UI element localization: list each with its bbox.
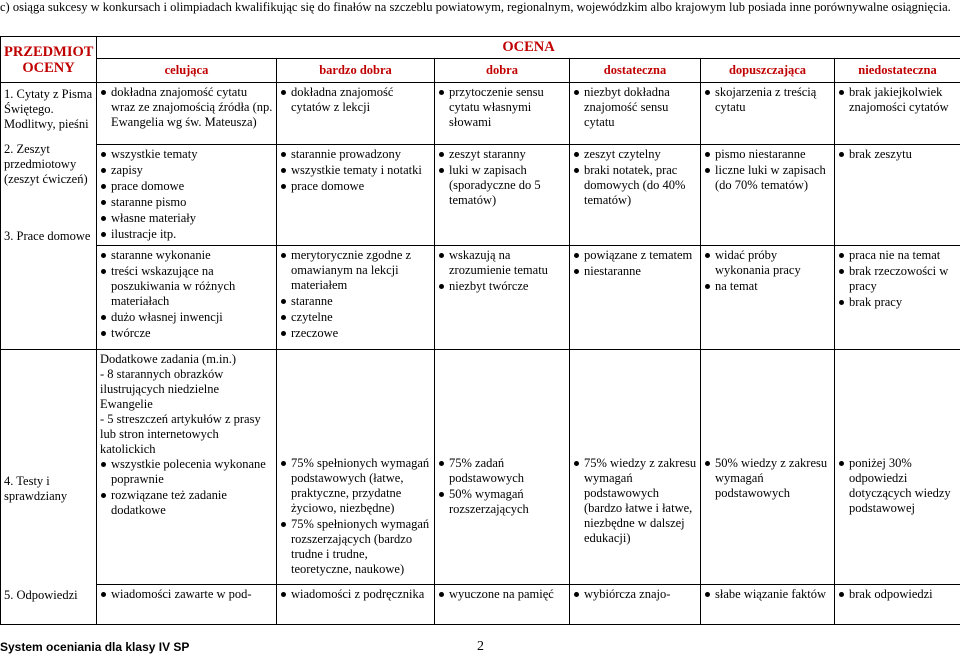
list-item: słabe wiązanie faktów: [704, 587, 831, 602]
list-item: liczne luki w zapisach (do 70% tematów): [704, 163, 831, 193]
list-item: poniżej 30% odpowiedzi dotyczących wiedzy podstawowej: [838, 456, 957, 516]
list-item: 50% wymagań rozszerzających: [438, 487, 566, 517]
subject-r3: 3. Prace domowe: [4, 229, 91, 243]
list-item: czytelne: [280, 310, 431, 325]
list-item: zeszyt czytelny: [573, 147, 697, 162]
intro-text: c) osiąga sukcesy w konkursach i olimpiadach kwalifikując się do finałów na szczeblu powiatowym, regionalnym, wojewódzkim albo krajowym lub posiada inne porównywalne osiągnięcia.: [0, 0, 951, 14]
list-item: luki w zapisach (sporadyczne do 5 tematów): [438, 163, 566, 208]
list-item: rzeczowe: [280, 326, 431, 341]
page-number: 2: [477, 639, 484, 654]
list-item: na temat: [704, 279, 831, 294]
list-item: treści wskazujące na poszukiwania w różnych materiałach: [100, 264, 273, 309]
r2-dst: [570, 145, 701, 246]
list-item: prace domowe: [100, 179, 273, 194]
header-grade-niedostateczna: niedostateczna: [835, 59, 960, 83]
r5-db: [435, 585, 570, 625]
list-item: 75% spełnionych wymagań rozszerzających (bardzo trudne i trudne, teoretyczne, naukowe): [280, 517, 431, 577]
list-item: wskazują na zrozumienie tematu: [438, 248, 566, 278]
list-item: brak pracy: [838, 295, 957, 310]
list-item: brak zeszytu: [838, 147, 957, 162]
list-item: rozwiązane też zadanie dodatkowe: [100, 488, 273, 518]
header-grade-dobra: dobra: [435, 59, 570, 83]
r5-dst: [570, 585, 701, 625]
subject-cell-1-3: [1, 83, 97, 350]
header-grade-bardzo-dobra: bardzo dobra: [277, 59, 435, 83]
r4-db: [435, 350, 570, 585]
list-item: twórcze: [100, 326, 273, 341]
list-item: własne materiały: [100, 211, 273, 226]
r1-dst: [570, 83, 701, 145]
list-item: wybiórcza znajo-: [573, 587, 697, 602]
r3-dop: [701, 246, 835, 350]
list-item: brak rzeczowości w pracy: [838, 264, 957, 294]
list-item: skojarzenia z treścią cytatu: [704, 85, 831, 115]
r5-celujaca: [97, 585, 277, 625]
header-grade-dopuszczajaca: dopuszczająca: [701, 59, 835, 83]
header-ocena: OCENA: [97, 37, 960, 59]
list-item: dokładna znajomość cytatów z lekcji: [280, 85, 431, 115]
subject-r1: 1. Cytaty z Pisma Świętego. Modlitwy, pieśni: [4, 87, 93, 131]
list-item: brak jakiejkolwiek znajomości cytatów: [838, 85, 957, 115]
header-subject: PRZEDMIOT OCENY: [1, 37, 97, 83]
subject-cell-4-5: [1, 350, 97, 625]
r1-db: [435, 83, 570, 145]
list-item: zapisy: [100, 163, 273, 178]
r2-ndst: [835, 145, 960, 246]
list-item: wszystkie tematy: [100, 147, 273, 162]
r1-dop: [701, 83, 835, 145]
subject-r4: 4. Testy i sprawdziany: [4, 474, 68, 503]
r2-dop: [701, 145, 835, 246]
list-item: niezbyt twórcze: [438, 279, 566, 294]
r4-dop: [701, 350, 835, 585]
list-item: pismo niestaranne: [704, 147, 831, 162]
r5-ndst: [835, 585, 960, 625]
list-item: staranne wykonanie: [100, 248, 273, 263]
list-item: wszystkie tematy i notatki: [280, 163, 431, 178]
list-item: prace domowe: [280, 179, 431, 194]
list-item: 75% spełnionych wymagań podstawowych (łatwe, praktyczne, przydatne życiowo, niezbędne): [280, 456, 431, 516]
r4-celujaca: [97, 350, 277, 585]
extra-tasks-title: Dodatkowe zadania (m.in.): [100, 352, 237, 366]
extra-task-item: - 8 starannych obrazków ilustrujących niedzielne Ewangelie: [100, 367, 224, 411]
list-item: powiązane z tematem: [573, 248, 697, 263]
r3-dst: [570, 246, 701, 350]
list-item: starannie prowadzony: [280, 147, 431, 162]
r4-ndst: [835, 350, 960, 585]
r4-bdb: [277, 350, 435, 585]
r2-celujaca: [97, 145, 277, 246]
list-item: wiadomości z podręcznika: [280, 587, 431, 602]
list-item: niestaranne: [573, 264, 697, 279]
list-item: wiadomości zawarte w pod-: [100, 587, 273, 602]
header-grade-dostateczna: dostateczna: [570, 59, 701, 83]
extra-task-item: - 5 streszczeń artykułów z prasy lub stron internetowych katolickich: [100, 412, 261, 456]
r5-dop: [701, 585, 835, 625]
r4-dst: [570, 350, 701, 585]
r3-bdb: [277, 246, 435, 350]
r3-ndst: [835, 246, 960, 350]
list-item: dokładna znajomość cytatu wraz ze znajomością źródła (np. Ewangelia wg św. Mateusza): [100, 85, 273, 130]
list-item: zeszyt staranny: [438, 147, 566, 162]
list-item: wyuczone na pamięć: [438, 587, 566, 602]
list-item: staranne pismo: [100, 195, 273, 210]
r1-bdb: [277, 83, 435, 145]
list-item: widać próby wykonania pracy: [704, 248, 831, 278]
list-item: 75% zadań podstawowych: [438, 456, 566, 486]
list-item: niezbyt dokładna znajomość sensu cytatu: [573, 85, 697, 130]
list-item: 50% wiedzy z zakresu wymagań podstawowych: [704, 456, 831, 501]
footer-text: System oceniania dla klasy IV SP: [0, 640, 190, 654]
r2-db: [435, 145, 570, 246]
r5-bdb: [277, 585, 435, 625]
list-item: wszystkie polecenia wykonane poprawnie: [100, 457, 273, 487]
list-item: praca nie na temat: [838, 248, 957, 263]
r3-db: [435, 246, 570, 350]
r3-celujaca: [97, 246, 277, 350]
r1-ndst: [835, 83, 960, 145]
list-item: braki notatek, prac domowych (do 40% tematów): [573, 163, 697, 208]
list-item: merytorycznie zgodne z omawianym na lekcji materiałem: [280, 248, 431, 293]
grading-table: [0, 36, 960, 625]
list-item: dużo własnej inwencji: [100, 310, 273, 325]
header-grade-celujaca: celująca: [97, 59, 277, 83]
r1-celujaca: [97, 83, 277, 145]
subject-r5: 5. Odpowiedzi: [4, 588, 78, 602]
list-item: staranne: [280, 294, 431, 309]
list-item: brak odpowiedzi: [838, 587, 957, 602]
r2-bdb: [277, 145, 435, 246]
list-item: przytoczenie sensu cytatu własnymi słowami: [438, 85, 566, 130]
subject-r2: 2. Zeszyt przedmiotowy (zeszyt ćwiczeń): [4, 142, 88, 186]
list-item: 75% wiedzy z zakresu wymagań podstawowych (bardzo łatwe i łatwe, niezbędne w dalszej edukacji): [573, 456, 697, 546]
list-item: ilustracje itp.: [100, 227, 273, 242]
